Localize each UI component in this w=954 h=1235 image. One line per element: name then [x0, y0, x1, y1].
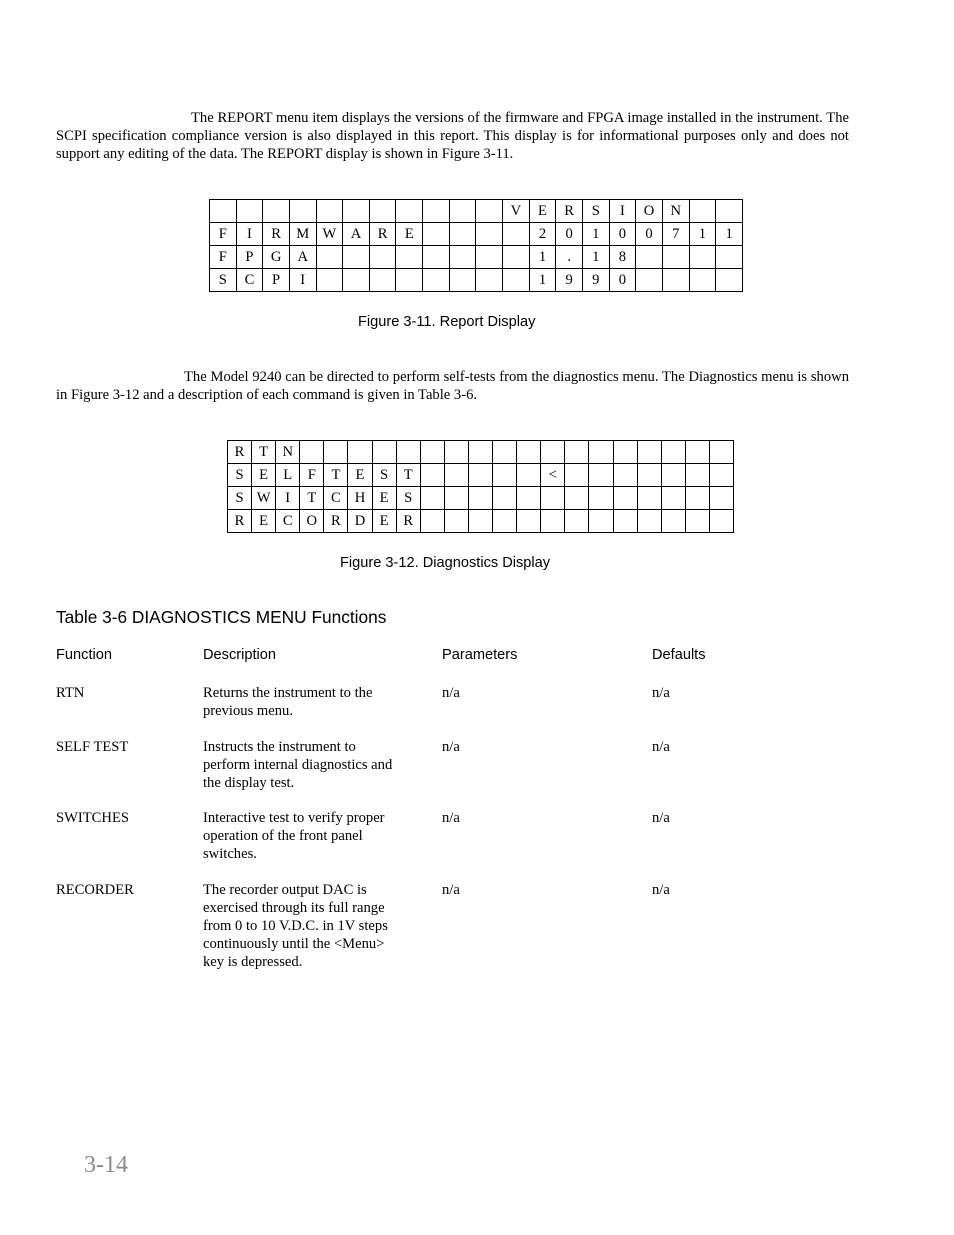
report-display-grid: [209, 199, 743, 292]
display-char-cell: [685, 510, 709, 533]
display-char-cell: [613, 464, 637, 487]
display-char-cell: [613, 510, 637, 533]
diagnostics-display-row: [228, 464, 734, 487]
display-char-cell: [468, 464, 492, 487]
display-char-cell: [210, 200, 237, 223]
display-char-cell: 2: [529, 223, 556, 246]
display-char-cell: [709, 441, 733, 464]
display-char-cell: [420, 487, 444, 510]
display-char-cell: [662, 269, 689, 292]
display-char-cell: R: [556, 200, 583, 223]
display-char-cell: [289, 200, 316, 223]
display-char-cell: [685, 464, 709, 487]
display-char-cell: [589, 441, 613, 464]
display-char-cell: [503, 269, 530, 292]
display-char-cell: V: [503, 200, 530, 223]
display-char-cell: 9: [556, 269, 583, 292]
display-char-cell: [685, 441, 709, 464]
display-char-cell: 0: [636, 223, 663, 246]
display-char-cell: [565, 464, 589, 487]
function-parameters: n/a: [442, 882, 460, 898]
diagnostics-paragraph: The Model 9240 can be directed to perform self-tests from the diagnostics menu. The Diagnostics menu is shown in Figure 3-12 and a description of each command is given in Table 3-6.: [56, 369, 849, 403]
diagnostics-display-row: [228, 441, 734, 464]
display-char-cell: [716, 269, 743, 292]
function-description: The recorder output DAC is exercised through its full range from 0 to 10 V.D.C. in 1V steps continuously until the <Menu> key is depressed.: [203, 882, 388, 970]
function-name: RTN: [56, 685, 85, 701]
display-char-cell: 1: [529, 269, 556, 292]
display-char-cell: .: [556, 246, 583, 269]
display-char-cell: S: [396, 487, 420, 510]
display-char-cell: L: [276, 464, 300, 487]
display-char-cell: [420, 441, 444, 464]
function-parameters: n/a: [442, 810, 460, 826]
display-char-cell: [493, 464, 517, 487]
display-char-cell: [661, 510, 685, 533]
display-char-cell: R: [228, 510, 252, 533]
display-char-cell: O: [300, 510, 324, 533]
display-char-cell: 1: [689, 223, 716, 246]
display-char-cell: [517, 510, 541, 533]
display-char-cell: [637, 510, 661, 533]
display-char-cell: [685, 487, 709, 510]
display-char-cell: E: [252, 510, 276, 533]
display-char-cell: [348, 441, 372, 464]
display-char-cell: [300, 441, 324, 464]
display-char-cell: S: [228, 487, 252, 510]
display-char-cell: P: [236, 246, 263, 269]
display-char-cell: [565, 441, 589, 464]
function-name: SWITCHES: [56, 810, 129, 826]
display-char-cell: [468, 510, 492, 533]
display-char-cell: S: [372, 464, 396, 487]
display-char-cell: 0: [609, 269, 636, 292]
display-char-cell: I: [236, 223, 263, 246]
display-char-cell: [613, 487, 637, 510]
display-char-cell: [476, 246, 503, 269]
display-char-cell: F: [300, 464, 324, 487]
display-char-cell: [316, 200, 343, 223]
display-char-cell: C: [276, 510, 300, 533]
display-char-cell: E: [252, 464, 276, 487]
display-char-cell: C: [324, 487, 348, 510]
display-char-cell: F: [210, 246, 237, 269]
display-char-cell: N: [662, 200, 689, 223]
display-char-cell: M: [289, 223, 316, 246]
report-display-row: [210, 269, 743, 292]
display-char-cell: [449, 269, 476, 292]
function-description: Instructs the instrument to perform internal diagnostics and the display test.: [203, 739, 393, 791]
display-char-cell: R: [369, 223, 396, 246]
display-char-cell: [449, 200, 476, 223]
display-char-cell: T: [252, 441, 276, 464]
display-char-cell: [709, 510, 733, 533]
report-display-row: [210, 246, 743, 269]
display-char-cell: G: [263, 246, 290, 269]
display-char-cell: [369, 246, 396, 269]
display-char-cell: [613, 441, 637, 464]
header-function: Function: [56, 647, 112, 663]
display-char-cell: S: [582, 200, 609, 223]
display-char-cell: 0: [556, 223, 583, 246]
display-char-cell: E: [396, 223, 423, 246]
diagnostics-display-row: [228, 487, 734, 510]
display-char-cell: C: [236, 269, 263, 292]
display-char-cell: [316, 269, 343, 292]
display-char-cell: [493, 510, 517, 533]
display-char-cell: N: [276, 441, 300, 464]
display-char-cell: [423, 200, 450, 223]
display-char-cell: [637, 441, 661, 464]
display-char-cell: [541, 510, 565, 533]
display-char-cell: [589, 487, 613, 510]
display-char-cell: [716, 200, 743, 223]
display-char-cell: S: [228, 464, 252, 487]
display-char-cell: E: [372, 487, 396, 510]
display-char-cell: I: [289, 269, 316, 292]
display-char-cell: [565, 487, 589, 510]
display-char-cell: H: [348, 487, 372, 510]
display-char-cell: T: [300, 487, 324, 510]
diagnostics-display-row: [228, 510, 734, 533]
display-char-cell: [565, 510, 589, 533]
diagnostics-display-grid: [227, 440, 734, 533]
display-char-cell: [369, 269, 396, 292]
display-char-cell: R: [228, 441, 252, 464]
display-char-cell: [716, 246, 743, 269]
display-char-cell: [589, 464, 613, 487]
display-char-cell: [709, 487, 733, 510]
display-char-cell: [661, 464, 685, 487]
display-char-cell: R: [263, 223, 290, 246]
header-parameters: Parameters: [442, 647, 518, 663]
display-char-cell: [396, 246, 423, 269]
display-char-cell: [517, 441, 541, 464]
display-char-cell: [636, 269, 663, 292]
display-char-cell: [372, 441, 396, 464]
display-char-cell: [449, 223, 476, 246]
function-defaults: n/a: [652, 810, 670, 826]
display-char-cell: [476, 269, 503, 292]
display-char-cell: R: [396, 510, 420, 533]
display-char-cell: R: [324, 510, 348, 533]
display-char-cell: 8: [609, 246, 636, 269]
display-char-cell: [637, 487, 661, 510]
display-char-cell: [636, 246, 663, 269]
display-char-cell: [420, 510, 444, 533]
display-char-cell: [517, 464, 541, 487]
display-char-cell: [517, 487, 541, 510]
display-char-cell: 0: [609, 223, 636, 246]
display-char-cell: [420, 464, 444, 487]
display-char-cell: [444, 464, 468, 487]
display-char-cell: 1: [529, 246, 556, 269]
display-char-cell: [236, 200, 263, 223]
display-char-cell: [503, 223, 530, 246]
display-char-cell: [396, 200, 423, 223]
page-number: 3-14: [84, 1152, 128, 1178]
display-char-cell: [468, 441, 492, 464]
functions-table-title: Table 3-6 DIAGNOSTICS MENU Functions: [56, 607, 387, 627]
display-char-cell: E: [372, 510, 396, 533]
display-char-cell: W: [316, 223, 343, 246]
display-char-cell: I: [276, 487, 300, 510]
function-defaults: n/a: [652, 739, 670, 755]
display-char-cell: [423, 246, 450, 269]
display-char-cell: 1: [582, 223, 609, 246]
display-char-cell: 9: [582, 269, 609, 292]
display-char-cell: E: [529, 200, 556, 223]
display-char-cell: E: [348, 464, 372, 487]
function-parameters: n/a: [442, 739, 460, 755]
display-char-cell: [541, 487, 565, 510]
display-char-cell: [541, 441, 565, 464]
display-char-cell: [444, 441, 468, 464]
display-char-cell: [476, 200, 503, 223]
display-char-cell: [263, 200, 290, 223]
function-defaults: n/a: [652, 685, 670, 701]
report-display-row: [210, 200, 743, 223]
display-char-cell: T: [324, 464, 348, 487]
display-char-cell: F: [210, 223, 237, 246]
display-char-cell: [637, 464, 661, 487]
display-char-cell: [396, 441, 420, 464]
function-name: SELF TEST: [56, 739, 129, 755]
function-name: RECORDER: [56, 882, 134, 898]
display-char-cell: [689, 200, 716, 223]
display-char-cell: [449, 246, 476, 269]
display-char-cell: [316, 246, 343, 269]
display-char-cell: [661, 487, 685, 510]
diagnostics-figure-caption: Figure 3-12. Diagnostics Display: [340, 555, 551, 571]
display-char-cell: [493, 487, 517, 510]
display-char-cell: S: [210, 269, 237, 292]
display-char-cell: [343, 269, 370, 292]
display-char-cell: A: [343, 223, 370, 246]
display-char-cell: [444, 487, 468, 510]
display-char-cell: [709, 464, 733, 487]
display-char-cell: [343, 246, 370, 269]
display-char-cell: I: [609, 200, 636, 223]
display-char-cell: [689, 269, 716, 292]
display-char-cell: [661, 441, 685, 464]
display-char-cell: [468, 487, 492, 510]
display-char-cell: [662, 246, 689, 269]
report-figure-caption: Figure 3-11. Report Display: [358, 314, 536, 330]
display-char-cell: D: [348, 510, 372, 533]
report-display-row: [210, 223, 743, 246]
display-char-cell: 1: [582, 246, 609, 269]
display-char-cell: [369, 200, 396, 223]
display-char-cell: [444, 510, 468, 533]
display-char-cell: [493, 441, 517, 464]
function-parameters: n/a: [442, 685, 460, 701]
intro-paragraph: The REPORT menu item displays the versions of the firmware and FPGA image installed in the instrument. The SCPI specification compliance version is also displayed in this report. This display is for informational purposes only and does not support any editing of the data. The REPORT display is shown in Figure 3-11.: [56, 110, 849, 162]
header-defaults: Defaults: [652, 647, 706, 663]
display-char-cell: P: [263, 269, 290, 292]
display-char-cell: [396, 269, 423, 292]
display-char-cell: A: [289, 246, 316, 269]
display-char-cell: [476, 223, 503, 246]
display-char-cell: [423, 223, 450, 246]
display-char-cell: W: [252, 487, 276, 510]
display-char-cell: [589, 510, 613, 533]
function-defaults: n/a: [652, 882, 670, 898]
function-description: Returns the instrument to the previous menu.: [203, 685, 373, 719]
display-char-cell: [689, 246, 716, 269]
display-char-cell: O: [636, 200, 663, 223]
display-char-cell: <: [541, 464, 565, 487]
display-char-cell: [324, 441, 348, 464]
function-description: Interactive test to verify proper operation of the front panel switches.: [203, 810, 385, 862]
display-char-cell: [343, 200, 370, 223]
display-char-cell: 7: [662, 223, 689, 246]
header-description: Description: [203, 647, 276, 663]
display-char-cell: T: [396, 464, 420, 487]
display-char-cell: 1: [716, 223, 743, 246]
display-char-cell: [503, 246, 530, 269]
display-char-cell: [423, 269, 450, 292]
